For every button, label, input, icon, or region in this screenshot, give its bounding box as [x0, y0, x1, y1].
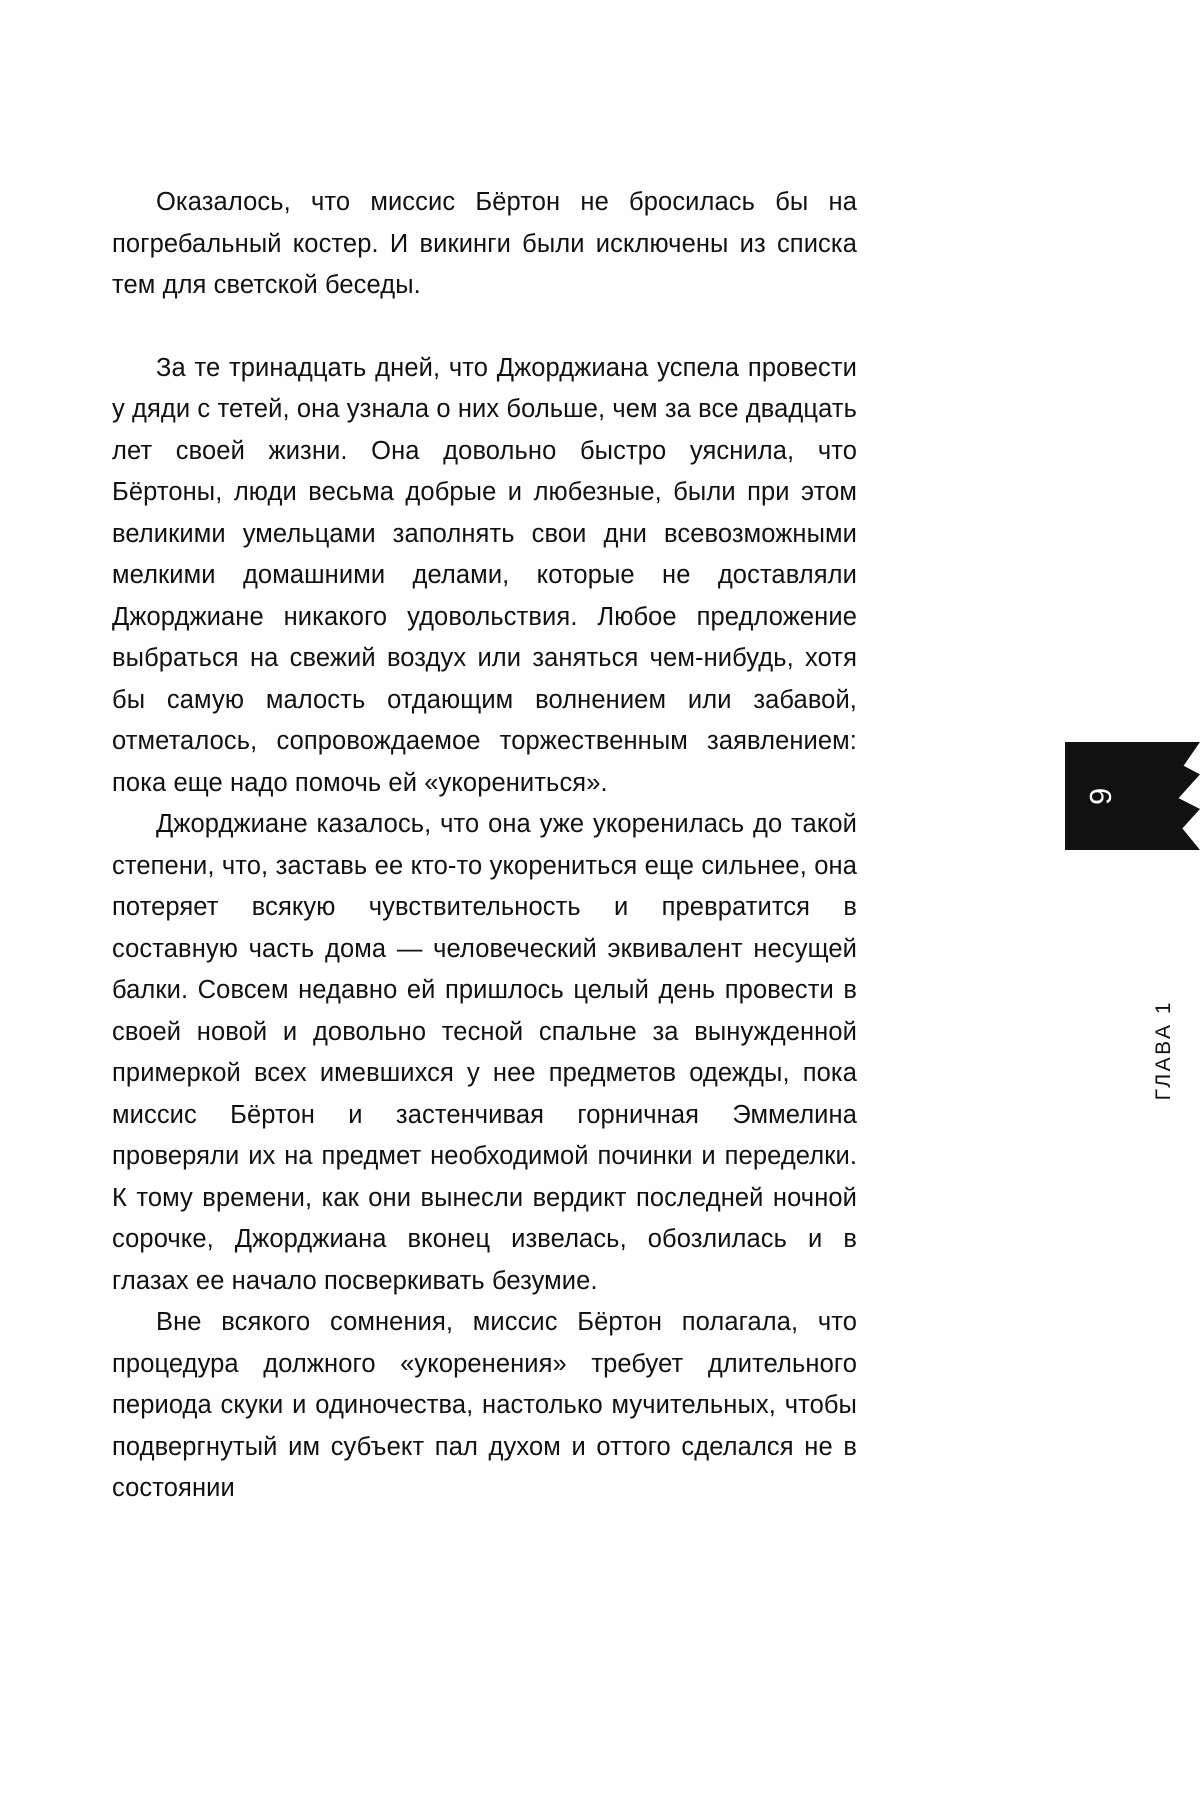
page-number-marker [1065, 742, 1200, 850]
paragraph-spacer [112, 307, 857, 348]
paragraph: Оказалось, что миссис Бёртон не бросилась бы на погребальный костер. И викинги были исключены из списка тем для светской беседы. [112, 188, 857, 299]
paragraph: За те тринадцать дней, что Джорджиана успела провести у дяди с тетей, она узнала о них больше, чем за все двадцать лет своей жизни. Она довольно быстро уяснила, что Бёртоны, люди весьма добрые и любезные, были при этом великими умельцами заполнять свои дни всевозможными мелкими домашними делами, которые не доставляли Джорджиане никакого удовольствия. Любое предложение выбраться на свежий воздух или заняться чем-нибудь, хотя бы самую малость отдающим волнением или забавой, отметалось, сопровождаемое торжественным заявлением: пока еще надо помочь ей «укорениться». [112, 353, 858, 797]
page-number: 9 [1083, 786, 1118, 806]
paragraph: Вне всякого сомнения, миссис Бёртон полагала, что процедура должного «укоренения» требует длительного периода скуки и одиночества, настолько мучительных, чтобы подвергнутый им субъект пал духом и оттого сделался не в состоянии [112, 1308, 857, 1502]
body-text-column [112, 182, 857, 1510]
paragraph: Джорджиане казалось, что она уже укоренилась до такой степени, что, заставь ее кто-то укорениться еще сильнее, она потеряет всякую чувствительность и превратится в составную часть дома — человеческий эквивалент несущей балки. Совсем недавно ей пришлось целый день провести в своей новой и довольно тесной спальне за вынужденной примеркой всех имевшихся у нее предметов одежды, пока миссис Бёртон и застенчивая горничная Эммелина проверяли их на предмет необходимой починки и переделки. К тому времени, как они вынесли вердикт последней ночной сорочке, Джорджиана вконец извелась, обозлилась и в глазах ее начало посверкивать безумие. [112, 810, 857, 1295]
marker-flag-shape [1137, 742, 1200, 850]
chapter-label: ГЛАВА 1 [1152, 1000, 1175, 1101]
